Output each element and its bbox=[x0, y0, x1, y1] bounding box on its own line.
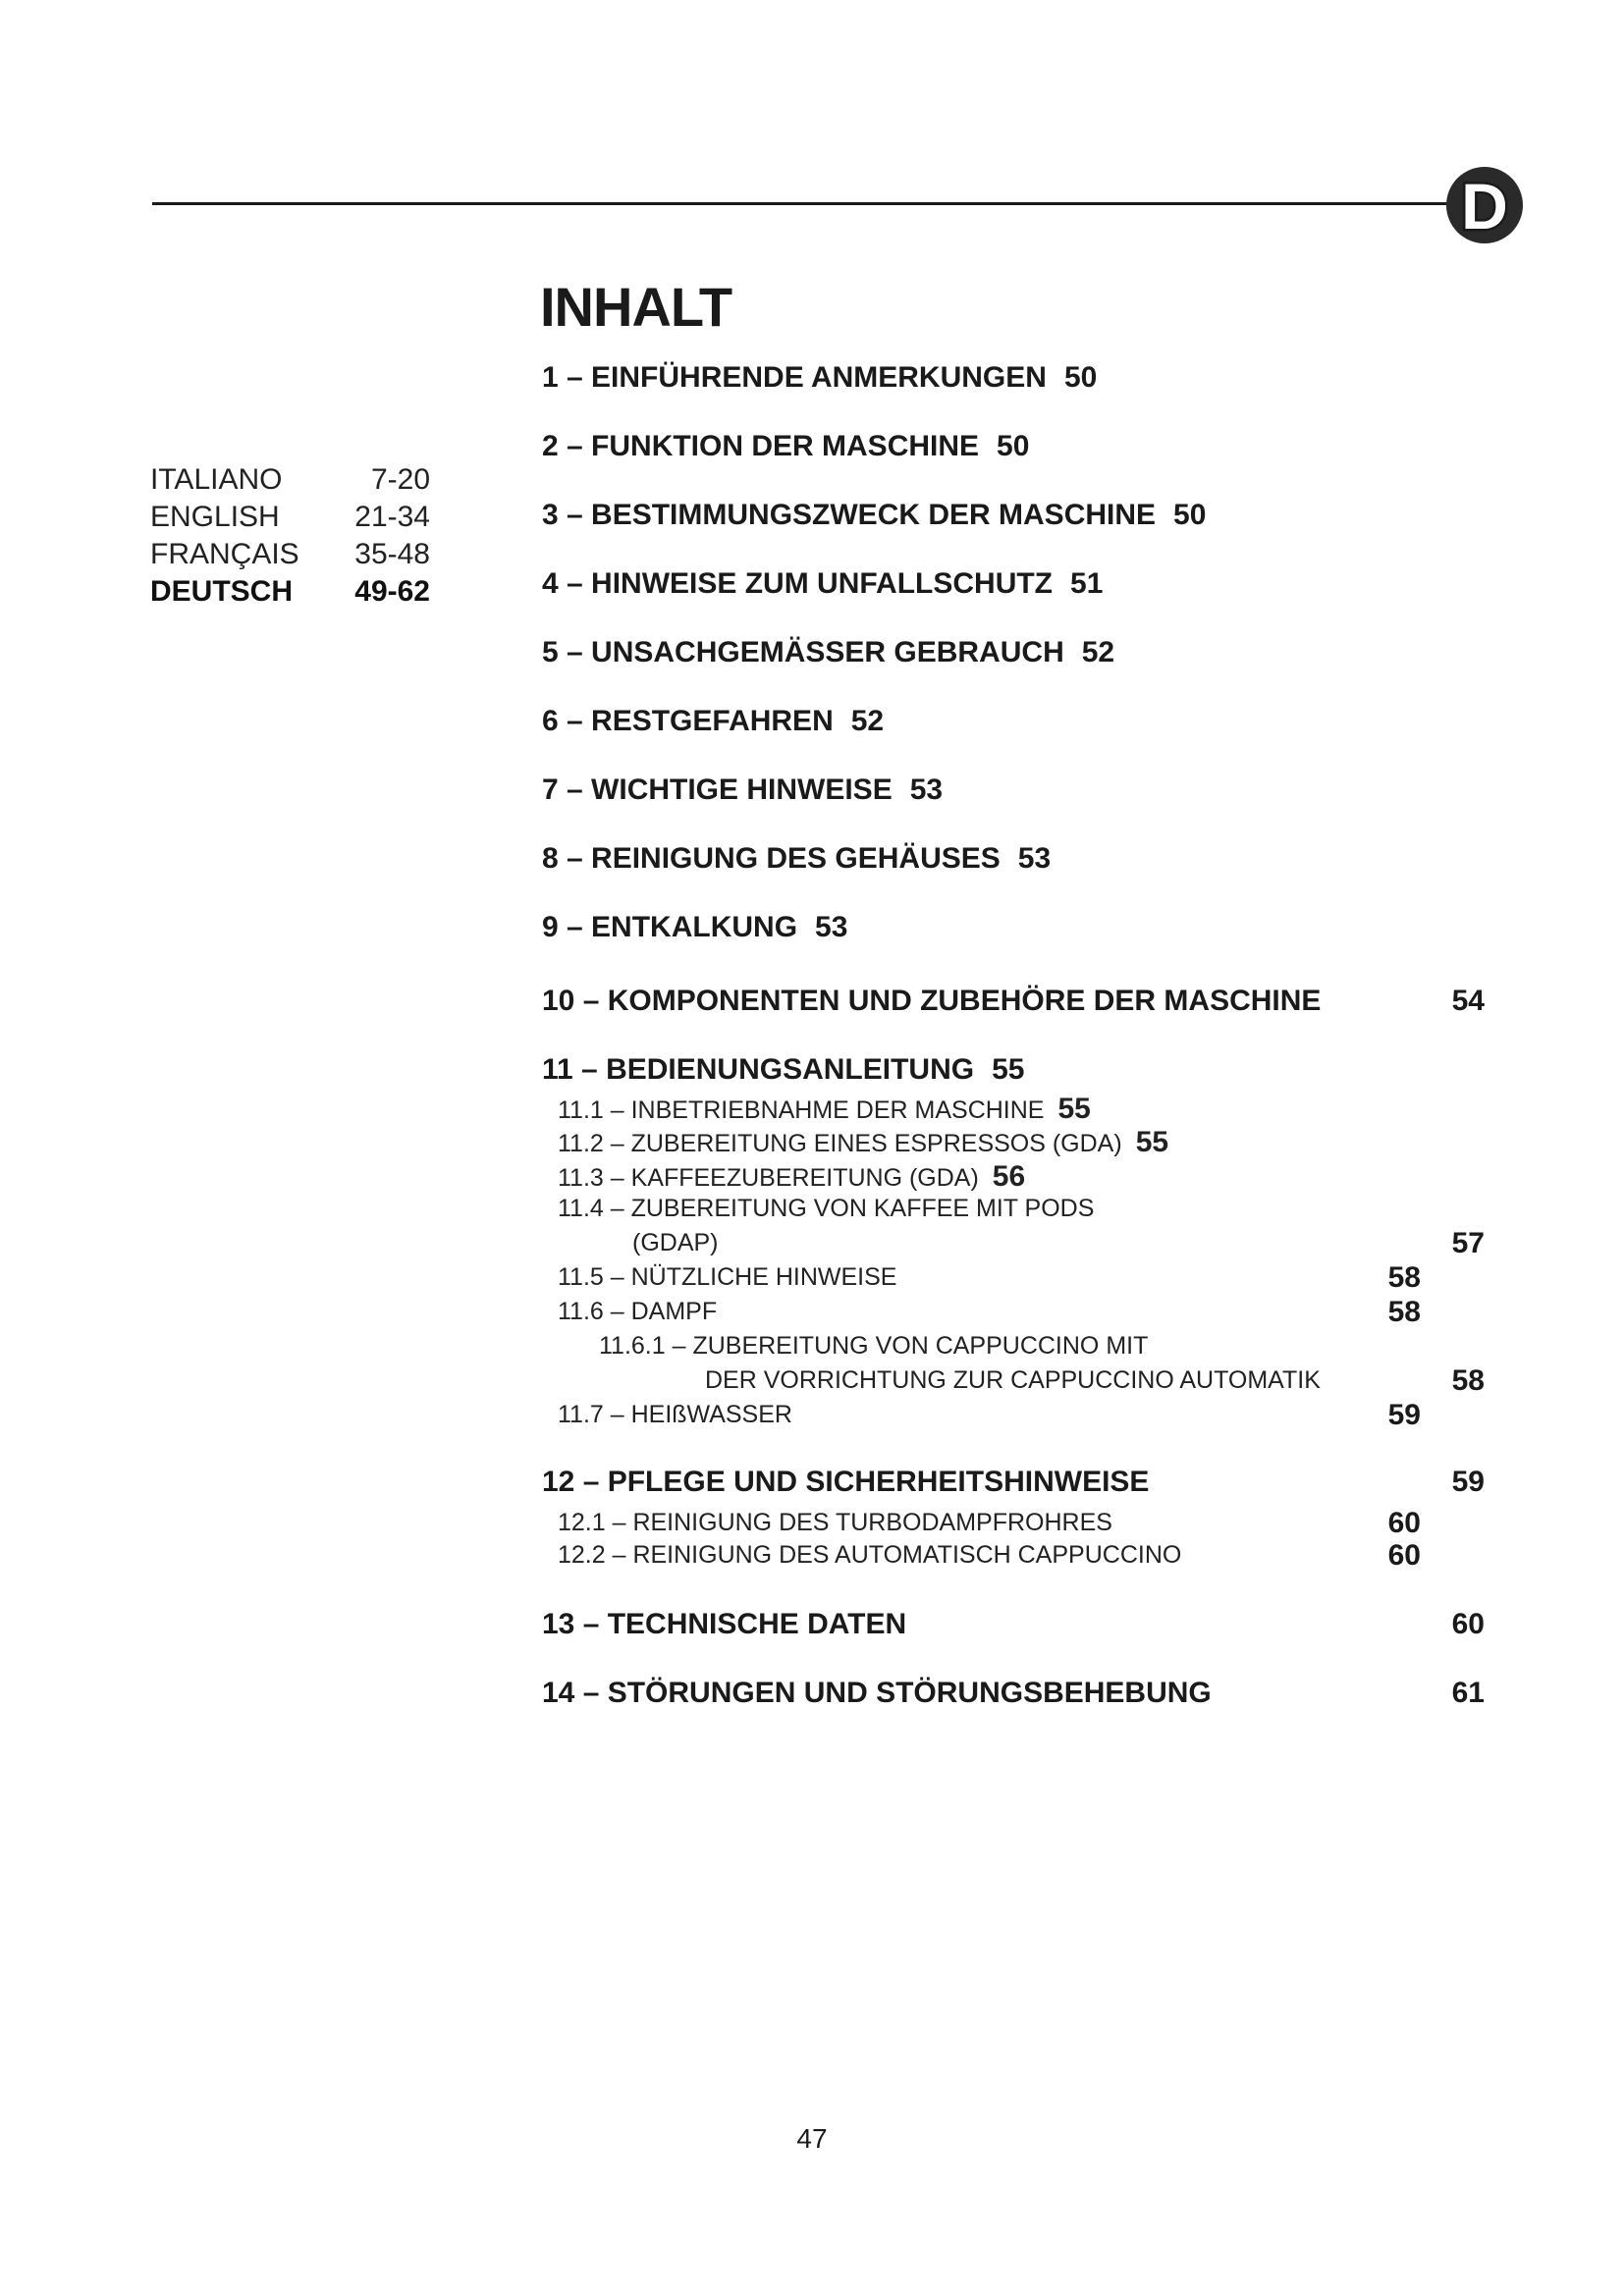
toc-entry-11-6[interactable] bbox=[558, 1298, 717, 1326]
toc-page: 55 bbox=[1135, 1126, 1169, 1158]
toc-entry-11-4[interactable] bbox=[558, 1195, 1094, 1223]
toc-label: 4 – HINWEISE ZUM UNFALLSCHUTZ bbox=[542, 567, 1054, 600]
toc-label: 11.7 – HEIßWASSER bbox=[558, 1401, 792, 1428]
toc-page: 52 bbox=[850, 705, 885, 737]
toc-label: 10 – KOMPONENTEN UND ZUBEHÖRE DER MASCHINE bbox=[542, 985, 1322, 1017]
toc-label: 6 – RESTGEFAHREN bbox=[542, 705, 834, 737]
toc-page-12: 59 bbox=[1451, 1466, 1485, 1498]
toc-entry-12-1[interactable] bbox=[558, 1509, 1112, 1537]
toc-entry-11-2[interactable] bbox=[558, 1126, 1168, 1159]
toc-entry-3[interactable] bbox=[542, 499, 1206, 532]
language-row-francais[interactable] bbox=[150, 536, 430, 573]
toc-label: 11.6.1 – ZUBEREITUNG VON CAPPUCCINO MIT bbox=[599, 1332, 1149, 1360]
language-name: ITALIANO bbox=[150, 463, 283, 496]
language-name: ENGLISH bbox=[150, 501, 280, 533]
toc-page-12-1: 60 bbox=[1387, 1507, 1421, 1539]
toc-page-11-5: 58 bbox=[1387, 1261, 1421, 1294]
toc-label: 11.5 – NÜTZLICHE HINWEISE bbox=[558, 1263, 897, 1291]
toc-label: 11.1 – INBETRIEBNAHME DER MASCHINE bbox=[558, 1096, 1045, 1124]
toc-label: 7 – WICHTIGE HINWEISE bbox=[542, 774, 893, 806]
toc-page: 50 bbox=[1063, 361, 1098, 394]
toc-label: 2 – FUNKTION DER MASCHINE bbox=[542, 430, 980, 462]
toc-label: 1 – EINFÜHRENDE ANMERKUNGEN bbox=[542, 361, 1047, 394]
language-pages: 21-34 bbox=[354, 501, 430, 533]
toc-entry-2[interactable] bbox=[542, 430, 1029, 463]
toc-label: 12 – PFLEGE UND SICHERHEITSHINWEISE bbox=[542, 1466, 1150, 1498]
toc-page-13: 60 bbox=[1451, 1608, 1485, 1640]
toc-entry-1[interactable] bbox=[542, 361, 1097, 395]
toc-page: 53 bbox=[909, 774, 944, 806]
toc-page: 51 bbox=[1070, 567, 1104, 600]
toc-entry-12[interactable] bbox=[542, 1466, 1149, 1499]
toc-entry-11-6-1[interactable] bbox=[599, 1332, 1148, 1361]
toc-entry-11-4-cont bbox=[632, 1229, 719, 1257]
toc-page-11-6-1: 58 bbox=[1451, 1364, 1485, 1397]
language-name: FRANÇAIS bbox=[150, 538, 299, 570]
toc-label: 11.4 – ZUBEREITUNG VON KAFFEE MIT PODS bbox=[558, 1195, 1095, 1222]
toc-page-12-2: 60 bbox=[1387, 1539, 1421, 1572]
toc-page: 55 bbox=[992, 1053, 1025, 1086]
toc-page: 53 bbox=[815, 911, 848, 943]
toc-page-11-6: 58 bbox=[1387, 1296, 1421, 1328]
toc-label: DER VORRICHTUNG ZUR CAPPUCCINO AUTOMATIK bbox=[705, 1366, 1321, 1394]
toc-entry-5[interactable] bbox=[542, 636, 1114, 669]
toc-label: 3 – BESTIMMUNGSZWECK DER MASCHINE bbox=[542, 499, 1157, 531]
toc-entry-9[interactable] bbox=[542, 911, 847, 944]
language-pages: 35-48 bbox=[354, 538, 430, 570]
toc-page-14: 61 bbox=[1451, 1677, 1485, 1709]
toc-page-11-7: 59 bbox=[1387, 1399, 1421, 1431]
toc-entry-11-5[interactable] bbox=[558, 1263, 896, 1292]
toc-entry-11-1[interactable] bbox=[558, 1093, 1091, 1126]
language-row-english[interactable] bbox=[150, 499, 430, 536]
toc-entry-14[interactable] bbox=[542, 1677, 1212, 1710]
toc-page: 50 bbox=[1173, 499, 1207, 531]
toc-entry-4[interactable] bbox=[542, 567, 1103, 601]
toc-entry-11-3[interactable] bbox=[558, 1160, 1025, 1194]
toc-entry-10[interactable] bbox=[542, 985, 1321, 1018]
language-index bbox=[150, 461, 430, 611]
toc-label: 13 – TECHNISCHE DATEN bbox=[542, 1608, 907, 1640]
toc-label: 8 – REINIGUNG DES GEHÄUSES bbox=[542, 842, 1001, 875]
language-row-deutsch[interactable] bbox=[150, 573, 430, 611]
header-rule bbox=[152, 202, 1468, 205]
language-badge bbox=[1446, 167, 1523, 243]
toc-page-11-4: 57 bbox=[1451, 1227, 1485, 1259]
language-pages: 7-20 bbox=[370, 463, 430, 496]
language-name: DEUTSCH bbox=[150, 575, 294, 608]
toc-page: 52 bbox=[1081, 636, 1115, 668]
toc-label: 9 – ENTKALKUNG bbox=[542, 911, 798, 943]
toc-label: 11.2 – ZUBEREITUNG EINES ESPRESSOS (GDA) bbox=[558, 1130, 1122, 1157]
toc-page-10: 54 bbox=[1451, 985, 1485, 1017]
toc-label: 11.3 – KAFFEEZUBEREITUNG (GDA) bbox=[558, 1164, 979, 1192]
toc-label: 5 – UNSACHGEMÄSSER GEBRAUCH bbox=[542, 636, 1064, 668]
toc-page: 56 bbox=[992, 1160, 1026, 1193]
toc-label: (GDAP) bbox=[632, 1229, 719, 1256]
toc-entry-12-2[interactable] bbox=[558, 1541, 1181, 1570]
toc-label: 11.6 – DAMPF bbox=[558, 1298, 718, 1325]
toc-entry-11-6-1-cont bbox=[705, 1366, 1321, 1395]
language-pages: 49-62 bbox=[354, 575, 430, 608]
toc-label: 12.1 – REINIGUNG DES TURBODAMPFROHRES bbox=[558, 1509, 1112, 1536]
toc-entry-11-7[interactable] bbox=[558, 1401, 792, 1429]
page-title: INHALT bbox=[540, 276, 732, 338]
language-badge-letter: D bbox=[1461, 170, 1508, 242]
toc-entry-8[interactable] bbox=[542, 842, 1051, 876]
toc-entry-13[interactable] bbox=[542, 1608, 906, 1641]
language-row-italiano[interactable] bbox=[150, 461, 430, 499]
toc-label: 11 – BEDIENUNGSANLEITUNG bbox=[542, 1053, 975, 1086]
toc-entry-7[interactable] bbox=[542, 774, 943, 807]
toc-page: 50 bbox=[997, 430, 1030, 462]
page-number: 47 bbox=[796, 2123, 828, 2154]
toc-label: 12.2 – REINIGUNG DES AUTOMATISCH CAPPUCCINO bbox=[558, 1541, 1182, 1569]
toc-label: 14 – STÖRUNGEN UND STÖRUNGSBEHEBUNG bbox=[542, 1677, 1212, 1709]
toc-entry-11[interactable] bbox=[542, 1053, 1024, 1087]
toc-page: 53 bbox=[1017, 842, 1052, 875]
toc-page: 55 bbox=[1057, 1093, 1091, 1125]
toc-entry-6[interactable] bbox=[542, 705, 884, 738]
